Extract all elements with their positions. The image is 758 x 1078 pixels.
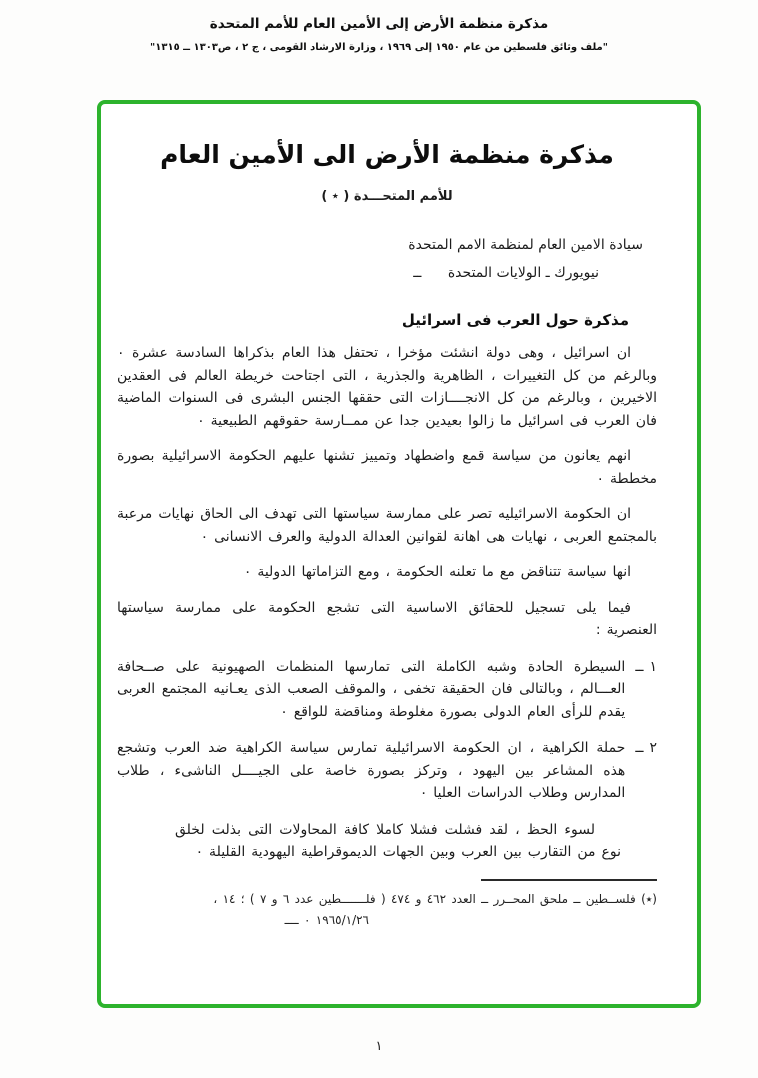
address-location — [117, 265, 643, 281]
address-dash: ــ — [413, 265, 422, 281]
footnote-divider — [481, 879, 657, 881]
paragraph: انهم يعانون من سياسة قمع واضطهاد وتمييز تشنها عليهم الحكومة الاسرائيلية بصورة مخططة ٠ — [117, 448, 657, 487]
closing-paragraph: لسوء الحظ ، لقد فشلت فشلا كاملا كافة المحاولات التى بذلت لخلق نوع من التقارب بين العرب وبين الجهات الديموقراطية اليهودية القليلة ٠ — [175, 821, 621, 860]
section-heading: مذكرة حول العرب فى اسرائيل — [401, 311, 629, 329]
address-city: نيويورك ـ الولايات المتحدة — [447, 265, 599, 281]
numbered-item — [117, 737, 657, 805]
green-border-frame — [97, 100, 701, 1008]
footnote-reference: (٭) فلســطين ــ ملحق المحــرر ــ العدد ٤٦٢ و ٤٧٤ ( فلـــــــطين عدد ٦ و ٧ ) ؛ ١٤ ، — [213, 891, 657, 906]
address-recipient: سيادة الامين العام لمنظمة الامم المتحدة — [408, 237, 643, 253]
header-source-citation: "ملف وثائق فلسطين من عام ١٩٥٠ إلى ١٩٦٩ ، وزارة الارشاد القومى ، ج ٢ ، ص١٣٠٣ ــ ١٣١٥" — [150, 42, 608, 53]
document-header — [0, 16, 758, 53]
header-title: مذكرة منظمة الأرض إلى الأمين العام للأمم المتحدة — [209, 16, 549, 32]
paragraph: ان الحكومة الاسرائيليه تصر على ممارسة سياستها التى تهدف الى الحاق نهايات مرعبة بالمجتمع العربى ، نهايات هى اهانة لقوانين العدالة الدولية والعرف الانسانى ٠ — [117, 506, 657, 545]
footnote — [117, 890, 657, 930]
page-number: ١ — [375, 1039, 383, 1054]
footnote-date: ١٩٦٥/١/٢٦ ٠ ــــ — [284, 912, 369, 927]
item-text: حملة الكراهية ، ان الحكومة الاسرائيلية تمارس سياسة الكراهية ضد العرب وتشجع هذه المشاعر بين اليهود ، وتركز بصورة خاصة على الجيــــل الناشىء ، طلاب المدارس وطلاب الدراسات العليا ٠ — [117, 740, 626, 801]
paragraph: ان اسرائيل ، وهى دولة انشئت مؤخرا ، تحتفل هذا العام بذكراها السادسة عشرة ٠ وبالرغم من كل التغييرات ، الظاهرية والجذرية ، التى اجتاحت خريطة العالم فى العقدين الاخيرين ، وبالرغم من كل الانجــــازات التى حققها الجنس البشرى فى السنوات الماضية فان العرب فى اسرائيل ما زالوا بعيدين جدا عن ممــارسة حقوقهم الطبيعية ٠ — [117, 345, 657, 429]
address-block — [117, 237, 657, 281]
item-text: السيطرة الحادة وشبه الكاملة التى تمارسها المنظمات الصهيونية على صــحافة العـــالم ، وبالتالى فان الحقيقة تخفى ، والموقف الصعب الذى يعـانيه المجتمع العربى يقدم للرأى العام الدولى بصورة مغلوطة ومناقضة للواقع ٠ — [117, 658, 626, 720]
item-number: ١ ــ — [635, 658, 657, 675]
numbered-item — [117, 656, 657, 724]
memo-body — [117, 342, 657, 930]
paragraph: انها سياسة تتناقض مع ما تعلنه الحكومة ، ومع التزاماتها الدولية ٠ — [243, 564, 631, 580]
memo-title: مذكرة منظمة الأرض الى الأمين العام — [160, 140, 614, 169]
paragraph: فيما يلى تسجيل للحقائق الاساسية التى تشجع الحكومة على ممارسة سياستها العنصرية : — [117, 599, 657, 638]
memo-subtitle: للأمم المتحـــدة ( ٭ ) — [321, 189, 453, 204]
item-number: ٢ ــ — [635, 740, 657, 756]
